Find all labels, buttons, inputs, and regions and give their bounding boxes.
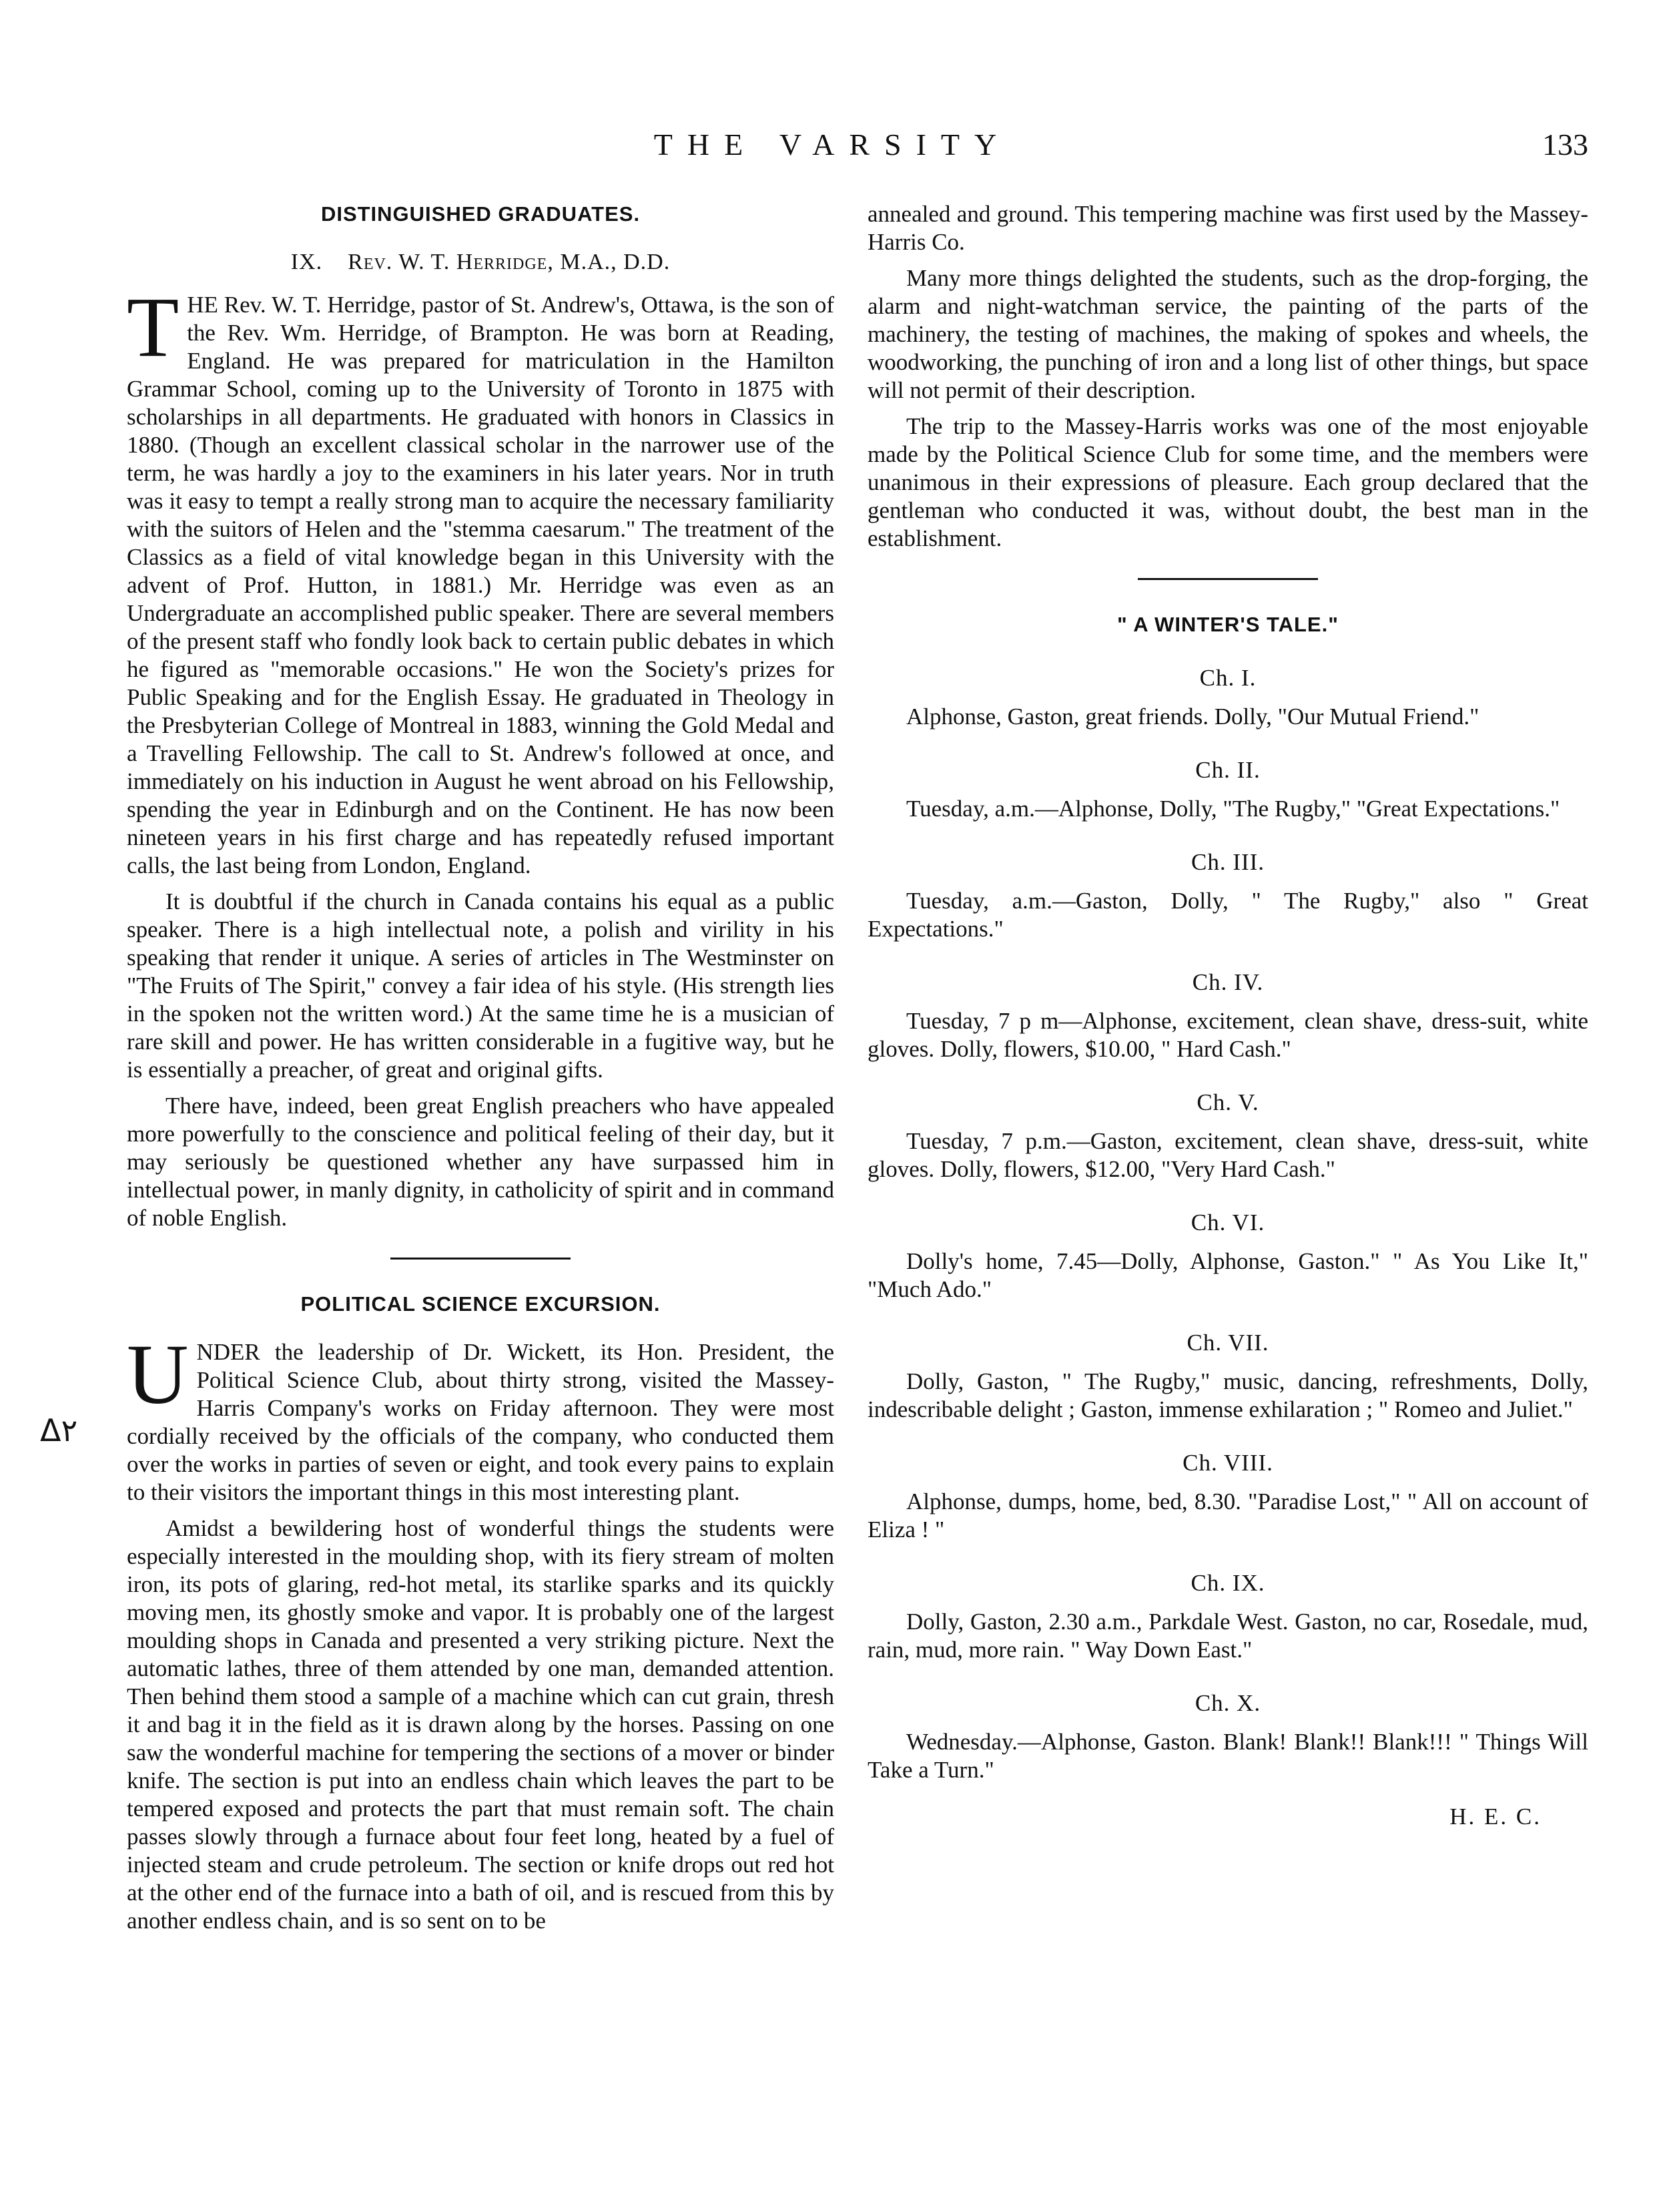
chapter-title: Ch. VIII.	[1183, 1450, 1273, 1476]
chapter-text: Wednesday.—Alphonse, Gaston. Blank! Blank!! Blank!!! " Things Will Take a Turn."	[868, 1729, 1588, 1783]
excursion-paragraph-5: The trip to the Massey-Harris works was one of the most enjoyable made by the Political Science Club for some time, and the members were unanimous in their expressions of pleasure. Each group declared that the gentleman who conducted it was, without doubt, the best man in the establishment.	[868, 413, 1588, 551]
dropcap-t: T	[127, 280, 180, 374]
excursion-paragraph-1	[127, 1327, 834, 1506]
chapter-text: Dolly, Gaston, " The Rugby," music, dancing, refreshments, Dolly, indescribable delight ; Gaston, immense exhilaration ; " Romeo and Juliet."	[868, 1368, 1588, 1422]
graduates-paragraph-3: There have, indeed, been great English preachers who have appealed more powerfully to the conscience and political feeling of their day, but it may seriously be questioned whether any have surpassed him in intellectual power, in manly dignity, in catholicity of spirit and in command of noble English.	[127, 1093, 834, 1231]
left-column	[127, 200, 834, 1943]
excursion-paragraph-4: Many more things delighted the students, such as the drop-forging, the alarm and night-watchman service, the painting of the parts of the machinery, the testing of machines, the making of spokes and wheels, the woodworking, the punching of iron and a long list of other things, but space will not permit of their description.	[868, 265, 1588, 403]
chapter-text: Dolly, Gaston, 2.30 a.m., Parkdale West. Gaston, no car, Rosedale, mud, rain, mud, more rain. " Way Down East."	[868, 1609, 1588, 1663]
chapter-title: Ch. IX.	[1191, 1570, 1265, 1596]
chapter-text: Alphonse, dumps, home, bed, 8.30. "Paradise Lost," " All on account of Eliza ! "	[868, 1488, 1588, 1543]
chapter-text: Alphonse, Gaston, great friends. Dolly, "Our Mutual Friend."	[906, 704, 1479, 730]
chapter-title: Ch. IV.	[1192, 969, 1264, 995]
graduates-paragraph-1	[127, 280, 834, 880]
chapter-title: Ch. X.	[1195, 1690, 1261, 1716]
graduates-paragraph-1-text: HE Rev. W. T. Herridge, pastor of St. Andrew's, Ottawa, is the son of the Rev. Wm. Herridge, of Brampton. He was born at Reading, England. He was prepared for matriculation in the Hamilton Grammar School, coming up to the University of Toronto in 1875 with scholarships in all departments. He graduated with honors in Classics in 1880. (Though an excellent classical scholar in the narrower use of the term, he was hardly a joy to the examiners in his later years. Nor in truth was it easy to tempt a really strong man to acquire the necessary familiarity with the suitors of Helen and the "stemma caesarum." The treatment of the Classics as a field of vital knowledge began in this University with the advent of Prof. Hutton, in 1881.) Mr. Herridge was even as an Undergraduate an accomplished public speaker. There are several members of the present staff who fondly look back to certain public debates in which he figured as "memorable occasions." He won the Society's prizes for Public Speaking and for the English Essay. He graduated in Theology in the Presbyterian College of Montreal in 1883, winning the Gold Medal and a Travelling Fellowship. The call to St. Andrew's followed at once, and immediately on his induction in August he went abroad on his Fellowship, spending the year in Edinburgh and on the Continent. He has now been nineteen years in his first charge and has repeatedly refused important calls, the last being from London, England.	[127, 292, 834, 878]
running-head	[0, 127, 1665, 174]
subheading-name: Rev. W. T. Herridge, M.A., D.D.	[348, 250, 671, 274]
running-title: THE VARSITY	[653, 127, 1012, 162]
winters-tale-heading: " A WINTER'S TALE."	[1117, 613, 1339, 636]
right-column	[868, 200, 1588, 1831]
chapter-title: Ch. VII.	[1187, 1330, 1269, 1356]
chapter-title: Ch. VI.	[1191, 1209, 1265, 1235]
chapter-text: Tuesday, a.m.—Alphonse, Dolly, "The Rugby," "Great Expectations."	[906, 796, 1560, 822]
graduates-subheading	[127, 248, 834, 276]
graduates-heading: DISTINGUISHED GRADUATES.	[320, 202, 641, 226]
chapter-text: Dolly's home, 7.45—Dolly, Alphonse, Gaston." " As You Like It," "Much Ado."	[868, 1248, 1588, 1302]
author-signature: H. E. C.	[1449, 1804, 1542, 1830]
excursion-heading: POLITICAL SCIENCE EXCURSION.	[300, 1292, 661, 1316]
excursion-paragraph-2: Amidst a bewildering host of wonderful things the students were especially interested in the moulding shop, with its fiery stream of molten iron, its pots of glaring, red-hot metal, its starlike sparks and its quickly moving men, its ghostly smoke and vapor. It is probably one of the largest moulding shops in Canada and presented a very striking picture. Next the automatic lathes, three of them attended by one man, demanded attention. Then behind them stood a sample of a machine which can cut grain, thresh it and bag it in the field as it is drawn along by the horses. Passing on one saw the wonderful machine for tempering the sections of a mover or binder knife. The section is put into an endless chain which leaves the part to be tempered exposed and protects the part that must remain soft. The chain passes slowly through a furnace about four feet long, heated by a fuel of injected steam and crude petroleum. The section or knife drops out red hot at the other end of the furnace into a bath of oil, and is rescued from this by another endless chain, and is so sent on to be	[127, 1515, 834, 1934]
chapter-title: Ch. II.	[1195, 757, 1261, 783]
chapter-text: Tuesday, 7 p m—Alphonse, excitement, clean shave, dress-suit, white gloves. Dolly, flowers, $10.00, " Hard Cash."	[868, 1008, 1588, 1062]
subheading-numeral: IX.	[290, 250, 323, 274]
section-divider	[1138, 578, 1318, 580]
chapter-title: Ch. V.	[1197, 1089, 1259, 1115]
dropcap-u: U	[127, 1327, 189, 1422]
chapter-title: Ch. I.	[1199, 665, 1257, 691]
chapter-title: Ch. III.	[1191, 849, 1265, 875]
chapter-text: Tuesday, a.m.—Gaston, Dolly, " The Rugby," also " Great Expectations."	[868, 888, 1588, 942]
graduates-paragraph-2: It is doubtful if the church in Canada contains his equal as a public speaker. There is a high intellectual note, a polish and virility in his speaking that render it unique. A series of articles in The Westminster on "The Fruits of The Spirit," convey a fair idea of his style. (His strength lies in the spoken not the written word.) At the same time he is a musician of rare skill and power. He has written considerable in a fugitive way, but he is essentially a preacher, of great and original gifts.	[127, 888, 834, 1083]
excursion-paragraph-1-text: NDER the leadership of Dr. Wickett, its Hon. President, the Political Science Club, about thirty strong, visited the Massey-Harris Company's works on Friday afternoon. They were most cordially received by the officials of the company, who conducted them over the works in parties of seven or eight, and took every pains to explain to their visitors the important things in this most interesting plant.	[127, 1339, 834, 1505]
chapter-text: Tuesday, 7 p.m.—Gaston, excitement, clean shave, dress-suit, white gloves. Dolly, flowers, $12.00, "Very Hard Cash."	[868, 1128, 1588, 1182]
section-divider	[390, 1258, 571, 1260]
handwritten-margin-note: Δ۲	[40, 1412, 78, 1448]
page-number: 133	[1542, 127, 1588, 162]
excursion-paragraph-3: annealed and ground. This tempering machine was first used by the Massey-Harris Co.	[868, 201, 1588, 255]
